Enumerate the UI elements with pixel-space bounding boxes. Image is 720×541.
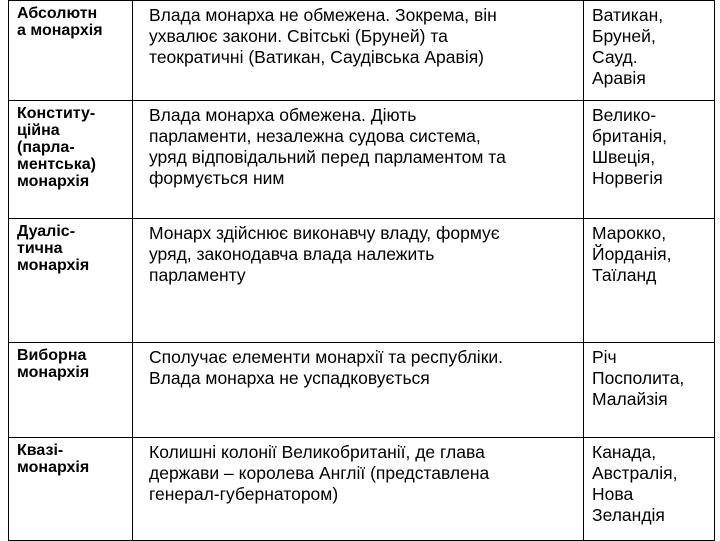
monarchy-type-cell: Абсолютн а монархія — [9, 1, 133, 101]
examples-cell: Велико- британія, Швеція, Норвегія — [584, 101, 715, 219]
description-cell: Влада монарха не обмежена. Зокрема, він ухвалює закони. Світські (Бруней) та теократичні (Ватикан, Саудівська Аравія) — [133, 1, 584, 101]
table-row — [9, 219, 715, 343]
monarchy-types-table-container — [8, 0, 714, 540]
monarchy-type-cell: Дуаліс- тична монархія — [9, 219, 133, 343]
table-row — [9, 1, 715, 101]
examples-cell: Канада, Австралія, Нова Зеландія — [584, 438, 715, 541]
monarchy-type-cell: Конститу- ційна (парла- ментська) монархія — [9, 101, 133, 219]
examples-cell: Марокко, Йорданія, Таїланд — [584, 219, 715, 343]
table-row — [9, 438, 715, 541]
examples-cell: Річ Посполита, Малайзія — [584, 343, 715, 438]
monarchy-type-cell: Виборна монархія — [9, 343, 133, 438]
table-row — [9, 101, 715, 219]
description-cell: Сполучає елементи монархії та республіки. Влада монарха не успадковується — [133, 343, 584, 438]
description-cell: Колишні колонії Великобританії, де глава держави – королева Англії (представлена генерал-губернатором) — [133, 438, 584, 541]
monarchy-type-cell: Квазі- монархія — [9, 438, 133, 541]
description-cell: Монарх здійснює виконавчу владу, формує уряд, законодавча влада належить парламенту — [133, 219, 584, 343]
description-cell: Влада монарха обмежена. Діють парламенти, незалежна судова система, уряд відповідальний перед парламентом та формується ним — [133, 101, 584, 219]
examples-cell: Ватикан, Бруней, Сауд. Аравія — [584, 1, 715, 101]
monarchy-types-table — [8, 0, 715, 541]
table-row — [9, 343, 715, 438]
